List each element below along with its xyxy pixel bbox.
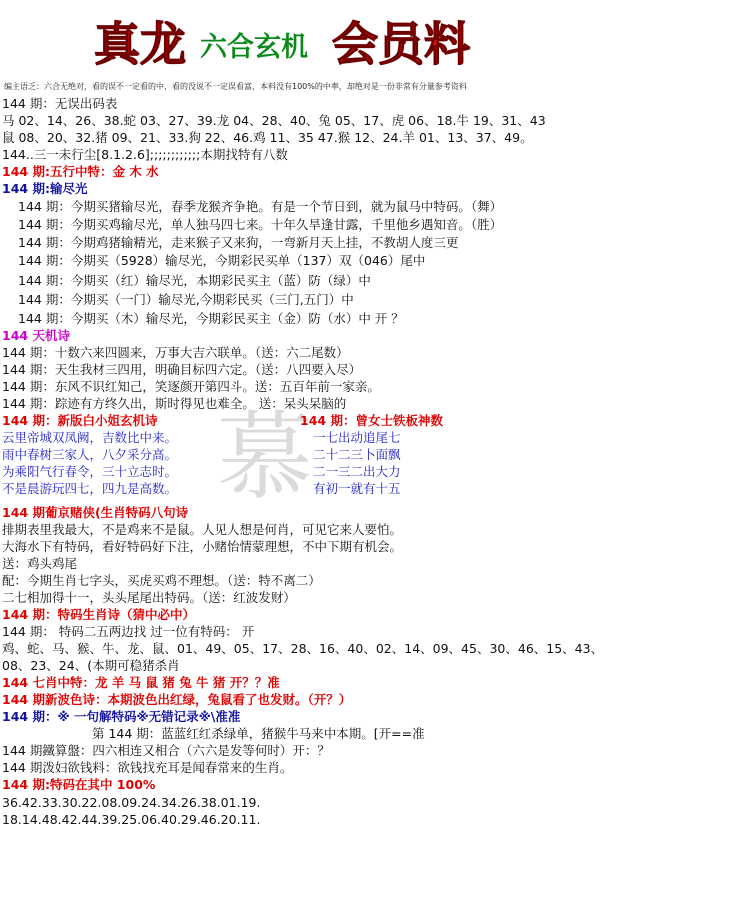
text-line: 144 期葡京赌侠(生肖特码八句诗 <box>2 505 189 520</box>
text-line: 144 期：无误出码表 <box>2 96 118 111</box>
text-line: 第 144 期：蓝蓝红红杀绿单，猪猴牛马来中本期。[开==准 <box>92 726 425 741</box>
text-line: 144 期鐵算盤：四六相连又相合（六六是发等何时）开：？ <box>2 743 330 758</box>
text-line: 不是晨游玩四七，四九是高数。 <box>2 481 178 496</box>
text-line: 一七出动追尾七 <box>313 430 401 445</box>
text-line: 144 期新波色诗：本期波色出红绿，兔鼠看了也发财。（开？） <box>2 692 352 707</box>
watermark-char: 慕 <box>217 401 313 513</box>
text-line: 二一三二出大力 <box>313 464 401 479</box>
text-line: 144 天机诗 <box>2 328 70 343</box>
text-line: 144 期： 特码二五两边找 过一位有特码： 开 <box>2 624 255 639</box>
text-line: 二七相加得十一，头头尾尾出特码。（送：红波发财） <box>2 590 296 605</box>
logo-part3: 会员料 <box>332 17 470 71</box>
text-line: 08、23、24、(本期可稳猪杀肖 <box>2 658 180 673</box>
text-line: 马 02、14、26、38.蛇 03、27、39.龙 04、28、40、兔 05、17、虎 06、18.牛 19、31、43 <box>2 113 546 128</box>
text-line: 鼠 08、20、32.猪 09、21、33.狗 22、46.鸡 11、35 47.猴 12、24.羊 01、13、37、49。 <box>2 130 533 145</box>
text-line: 144 期：新版白小姐玄机诗 <box>2 413 158 428</box>
text-line: 144 期：今期买猪输尽光，春季龙猴齐争艳。有是一个节日到，就为鼠马中特码。（舞） <box>18 199 503 214</box>
disclaimer-text: 编主语乏：六合无绝对，看的误不一定看的中，看的没说不一定误看富，本料没有100%的中率，却绝对是一份非常有分量参考资料 <box>4 82 467 91</box>
text-line: 144 期：今期买鸡输尽光，单人独马四七来。十年久旱逢甘露，千里他乡遇知音。（胜） <box>18 217 503 232</box>
text-line: 二十二三卜面飘 <box>313 447 401 462</box>
text-line: 云里帝城双凤阙，吉数比中来。 <box>2 430 178 445</box>
logo-part1: 真龙 <box>94 17 186 71</box>
text-line: 鸡、蛇、马、猴、牛、龙、鼠、01、49、05、17、28、16、40、02、14、09、45、30、46、15、43、 <box>2 641 604 656</box>
text-line: 144..三一未行尘[8.1.2.6];;;;;;;;;;;;本期找特有八数 <box>2 147 288 162</box>
brand-logo <box>92 10 512 74</box>
text-line: 144 期：今期买（红）输尽光，本期彩民买主（蓝）防（绿）中 <box>18 273 371 288</box>
text-line: 144 期:输尽光 <box>2 181 88 196</box>
text-line: 144 期：踪迹有方终久出，斯时得见也难全。 送：呆头呆脑的 <box>2 396 347 411</box>
text-line: 144 期：特码生肖诗（猜中必中） <box>2 607 195 622</box>
text-line: 144 期：今期买（5928）输尽光，今期彩民买单（137）双（046）尾中 <box>18 253 426 268</box>
text-line: 144 期：※ 一句解特码※无错记录※\准准 <box>2 709 241 724</box>
text-line: 144 期：天生我材三四用，明确目标四六定。（送：八四要入尽） <box>2 362 362 377</box>
text-line: 144 期：今期买（木）输尽光，今期彩民买主（金）防（水）中 开 ？ <box>18 311 404 326</box>
text-line: 雨中春树三家人，八夕采分高。 <box>2 447 178 462</box>
text-line: 144 期:五行中特：金 木 水 <box>2 164 159 179</box>
text-line: 有初一就有十五 <box>313 481 401 496</box>
text-line: 144 期：东风不识红知己，笑逐颜开第四斗。送：五百年前一家亲。 <box>2 379 380 394</box>
header-banner <box>0 6 744 76</box>
text-line: 大海水下有特码，看好特码好下注，小赌怡情蒙理想，不中下期有机会。 <box>2 539 403 554</box>
text-line: 36.42.33.30.22.08.09.24.34.26.38.01.19. <box>2 795 261 810</box>
text-line: 144 期:特码在其中 100% <box>2 777 156 792</box>
text-line: 为乘阳气行春令，三十立志时。 <box>2 464 178 479</box>
text-line: 144 期：十数六来四圆来，万事大吉六联单。（送：六二尾数） <box>2 345 349 360</box>
text-line: 排期表里我最大，不是鸡来不是鼠。人见人想是何肖，可见它来人要怕。 <box>2 522 403 537</box>
text-line: 送：鸡头鸡尾 <box>2 556 78 571</box>
text-line: 144 期：今期买（一门）输尽光,今期彩民买（三门,五门）中 <box>18 292 354 307</box>
logo-part2: 六合玄机 <box>200 32 308 63</box>
text-line: 144 七肖中特：龙 羊 马 鼠 猪 兔 牛 猪 开？？准 <box>2 675 280 690</box>
text-line: 144 期：曾女士铁板神数 <box>300 413 443 428</box>
text-line: 144 期：今期鸡猪输精光，走来猴子又来狗，一弯新月天上挂，不教胡人度三更 <box>18 235 459 250</box>
text-line: 144 期泼妇欲钱料：欲钱找充耳是闻春常来的生肖。 <box>2 760 293 775</box>
text-line: 18.14.48.42.44.39.25.06.40.29.46.20.11. <box>2 812 261 827</box>
text-line: 配：今期生肖七字头，买虎买鸡不理想。（送：特不离二） <box>2 573 321 588</box>
